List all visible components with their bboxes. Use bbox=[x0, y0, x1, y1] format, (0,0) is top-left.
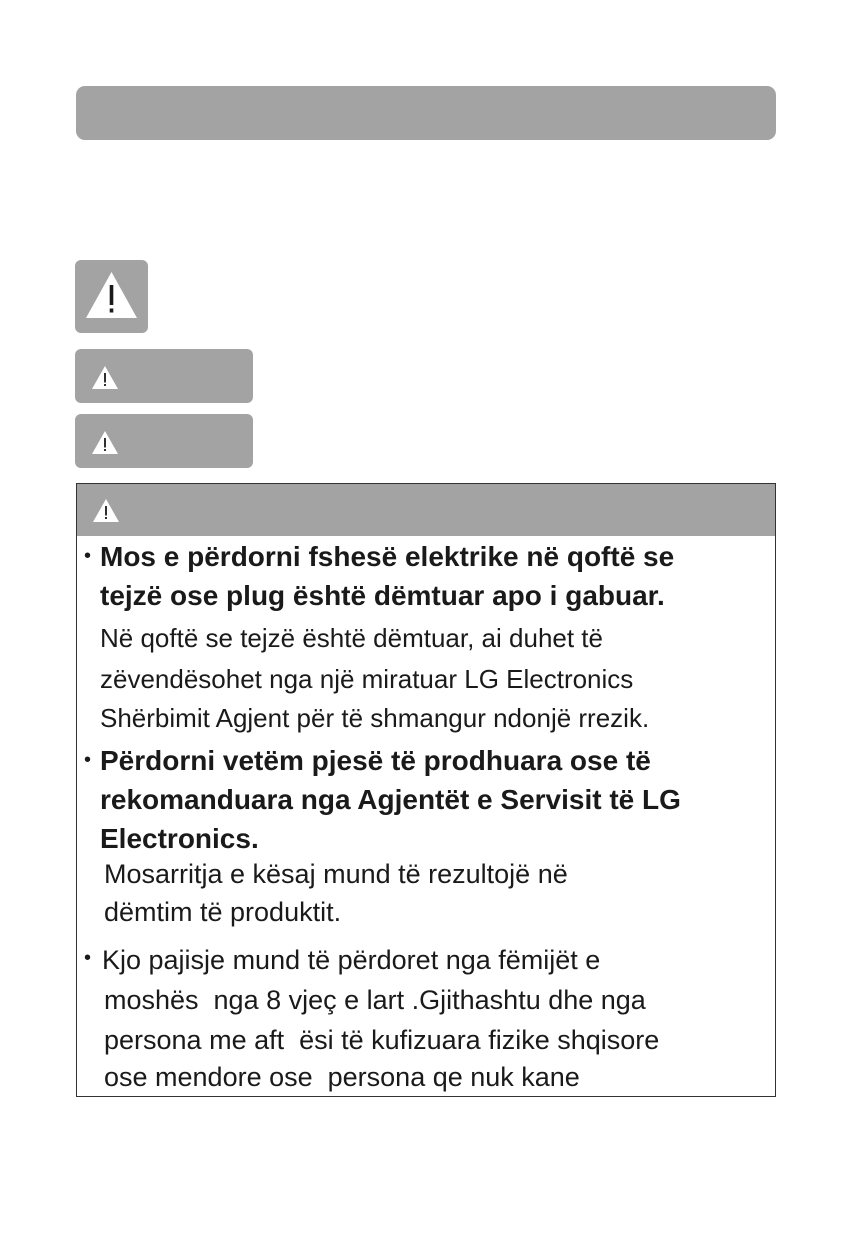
item2-heading-line1: Përdorni vetëm pjesë të prodhuara ose të bbox=[100, 745, 651, 776]
warning-triangle-icon bbox=[91, 430, 119, 455]
caution-label-badge bbox=[75, 414, 253, 468]
warning-box-header bbox=[77, 484, 775, 536]
large-warning-sign bbox=[75, 260, 148, 333]
item1-body-line2: zëvendësohet nga një miratuar LG Electronics bbox=[100, 664, 634, 694]
item2-body-line2: dëmtim të produktit. bbox=[104, 897, 342, 927]
item2-body-line1: Mosarritja e kësaj mund të rezultojë në bbox=[104, 859, 568, 889]
section-header-bar bbox=[76, 86, 776, 140]
item3-line1: Kjo pajisje mund të përdoret nga fëmijët e bbox=[102, 945, 601, 975]
item2-heading-line3: Electronics. bbox=[100, 823, 259, 854]
item1-body-line1: Në qoftë se tejzë është dëmtuar, ai duhet të bbox=[100, 623, 603, 653]
item1-body-line3: Shërbimit Agjent për të shmangur ndonjë rrezik. bbox=[100, 703, 650, 733]
bullet: • bbox=[84, 545, 92, 567]
warning-triangle-icon bbox=[84, 270, 139, 320]
item3-line2: moshës nga 8 vjeç e lart .Gjithashtu dhe nga bbox=[104, 985, 646, 1015]
bullet: • bbox=[84, 749, 92, 771]
warning-triangle-icon bbox=[92, 498, 120, 523]
warning-label-badge bbox=[75, 349, 253, 403]
item1-heading-line1: Mos e përdorni fshesë elektrike në qoftë se bbox=[100, 541, 675, 572]
item3-line3: persona me aft ësi të kufizuara fizike shqisore bbox=[104, 1025, 660, 1055]
warning-triangle-icon bbox=[91, 365, 119, 390]
bullet: • bbox=[84, 947, 92, 969]
item3-line4: ose mendore ose persona qe nuk kane bbox=[104, 1062, 580, 1092]
item2-heading-line2: rekomanduara nga Agjentët e Servisit të LG bbox=[100, 784, 681, 815]
item1-heading-line2: tejzë ose plug është dëmtuar apo i gabuar. bbox=[100, 580, 665, 611]
